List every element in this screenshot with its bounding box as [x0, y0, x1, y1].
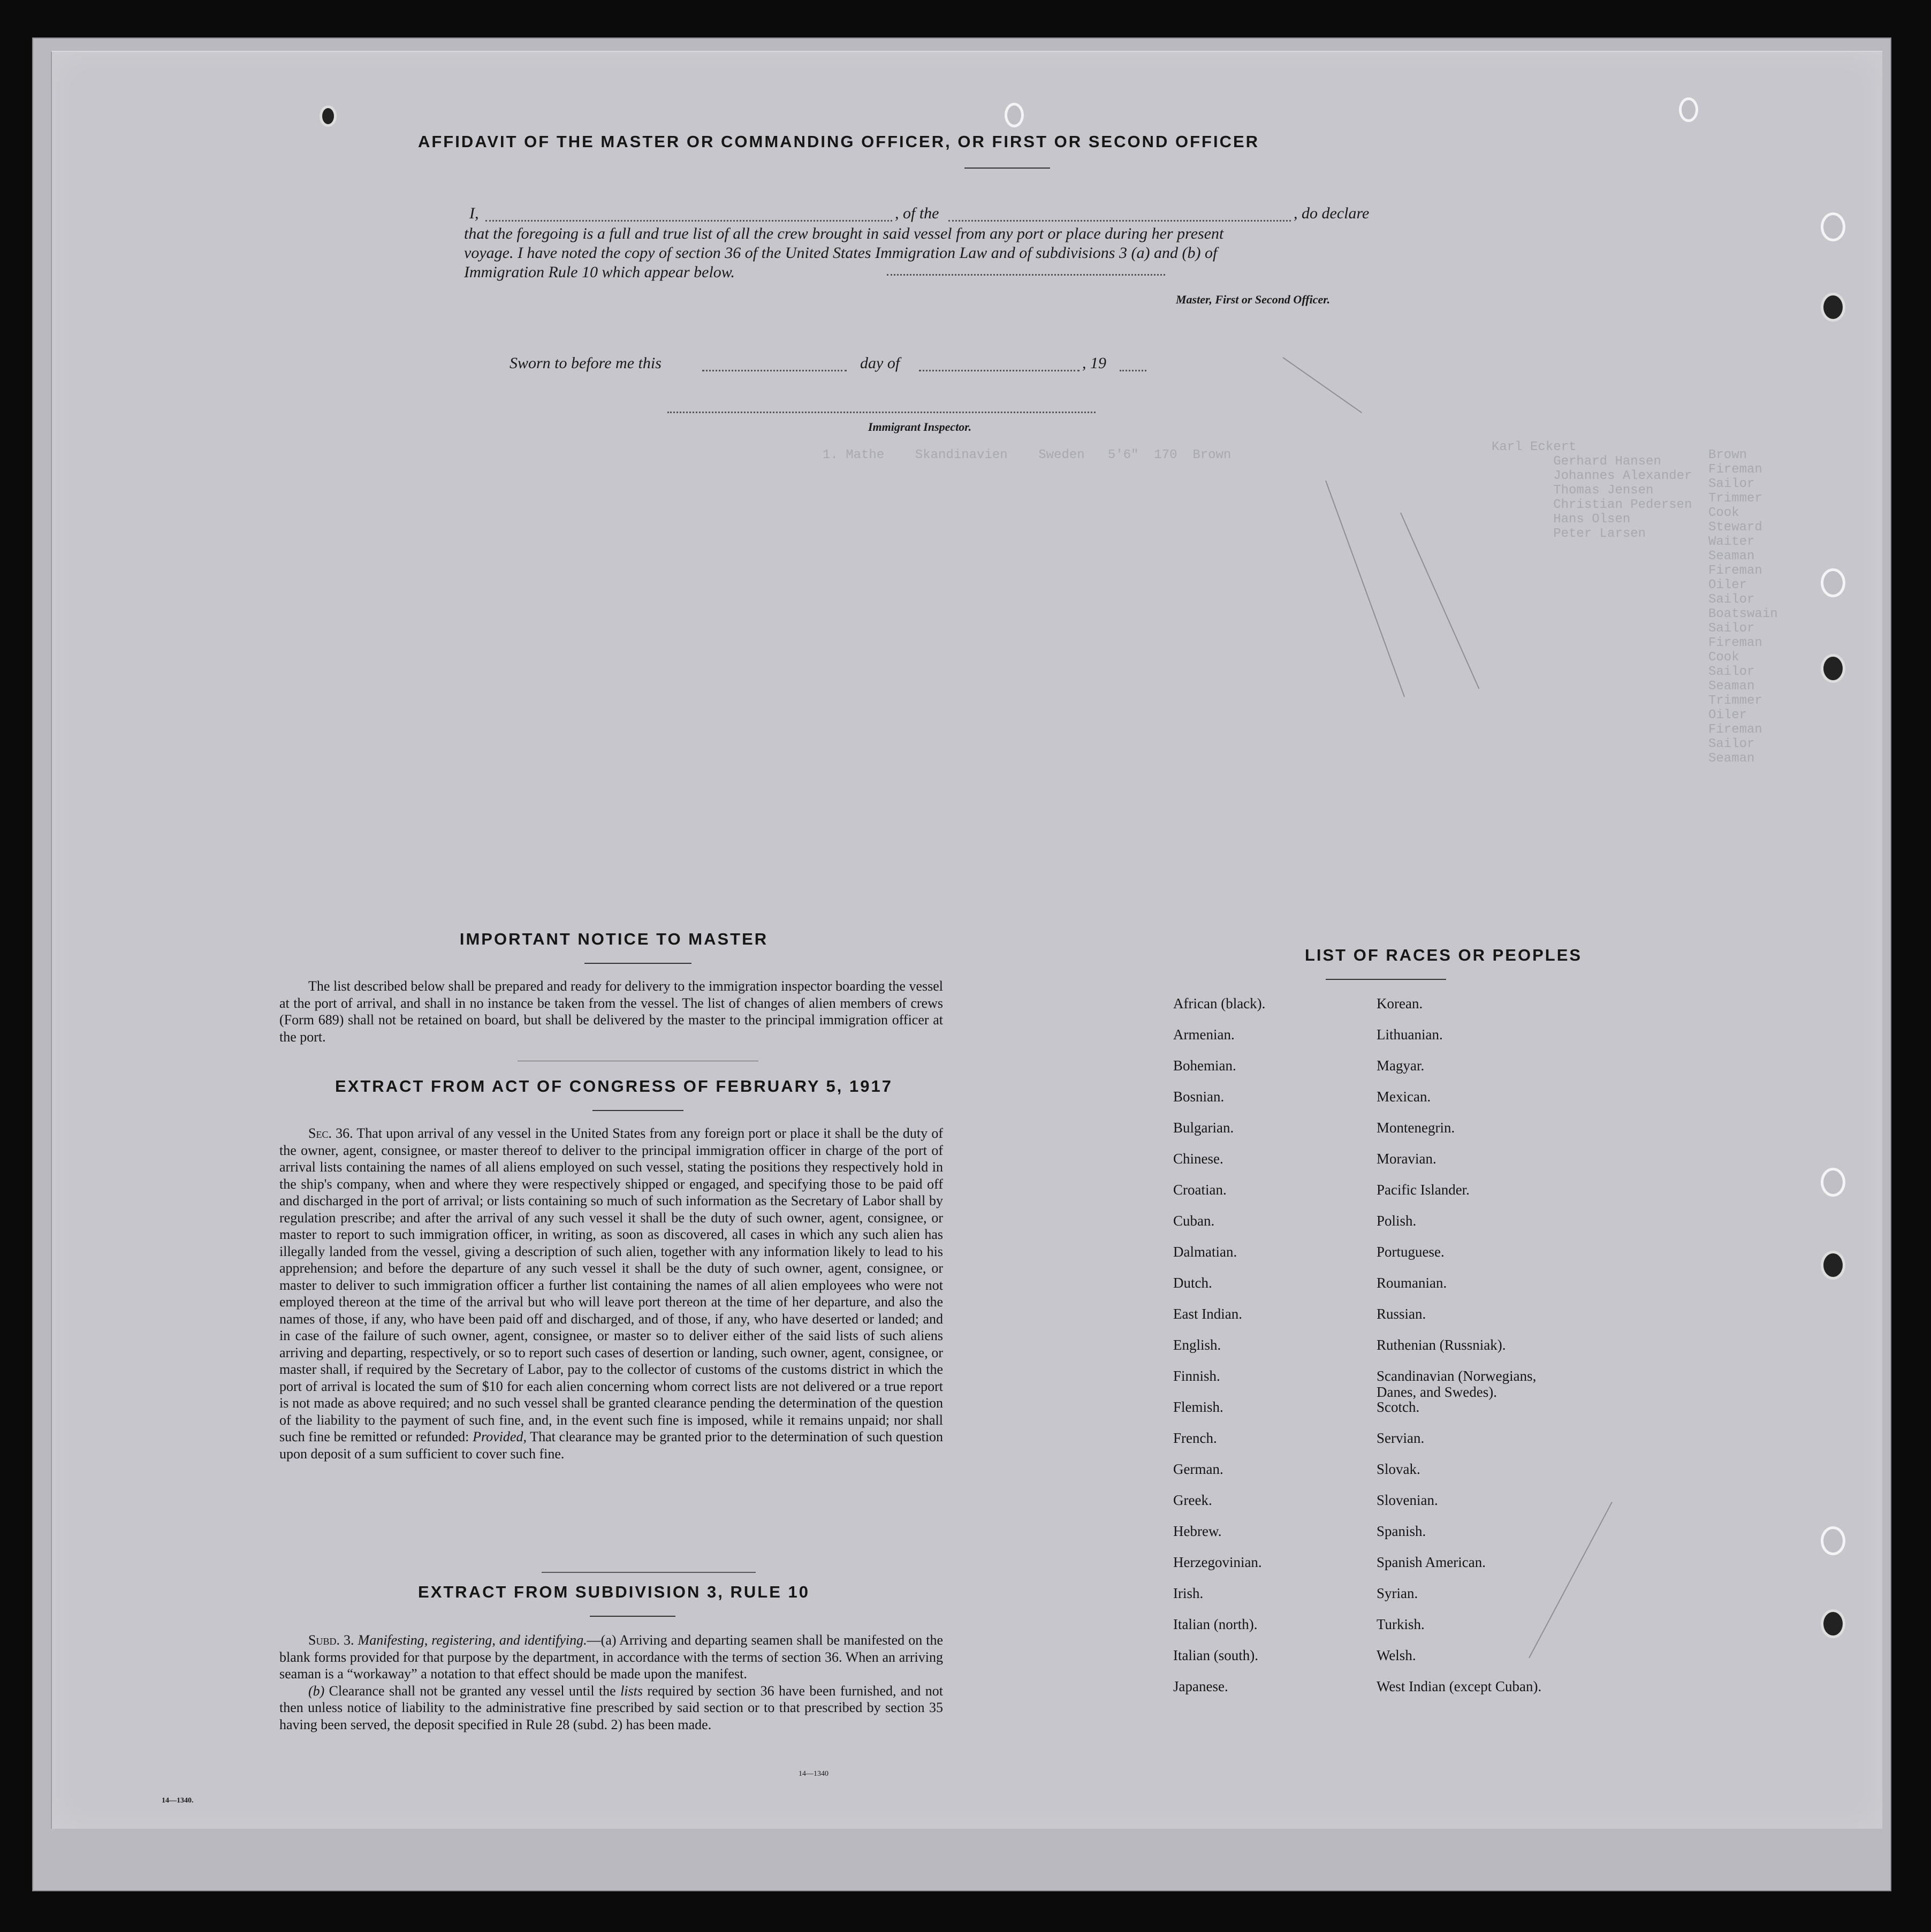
of-the-label: , of the [895, 204, 939, 222]
section-divider [542, 1572, 756, 1573]
para-b-text-end: required by section 36 have been furnished, and not then unless notice of liability to the administrative fine prescribed by said section or to that prescribed by section 35 having been served, the deposit specified in Rule 28 (subd. 2) has been made. [279, 1683, 943, 1732]
race-list-item: Flemish. [1173, 1399, 1223, 1415]
subdivision-heading: Manifesting, registering, and identifying. [358, 1632, 587, 1648]
races-column-2 [1377, 995, 1655, 1709]
race-list-item: Bosnian. [1173, 1089, 1225, 1105]
day-of-label: day of [860, 354, 900, 372]
race-list-item: Scandinavian (Norwegians, Danes, and Swedes). [1377, 1368, 1537, 1400]
vessel-name-field[interactable] [948, 220, 1291, 222]
sworn-line [510, 354, 1259, 376]
section-36-paragraph [279, 1125, 943, 1462]
sworn-month-field[interactable] [919, 370, 1079, 371]
race-list-item: East Indian. [1173, 1306, 1242, 1322]
rule-paragraph-a [279, 1632, 943, 1683]
race-list-item: Dalmatian. [1173, 1244, 1237, 1260]
race-list-item: Irish. [1173, 1585, 1204, 1601]
races-column-1 [1173, 995, 1366, 1709]
year-label: , 19 [1082, 354, 1106, 372]
race-list-item: Italian (south). [1173, 1647, 1258, 1663]
notice-paragraph: The list described below shall be prepared and ready for delivery to the immigration inspector boarding the vessel at the port of arrival, and shall in no instance be taken from the vessel. The list of changes of alien members of crews (Form 689) shall not be retained on board, but shall be delivered by the master to the principal immigration officer at the port. [279, 978, 943, 1045]
race-list-item: Cuban. [1173, 1213, 1215, 1229]
paper-scratch [1282, 357, 1362, 413]
race-list-item: Chinese. [1173, 1151, 1223, 1167]
race-list-item: Greek. [1173, 1492, 1212, 1508]
sworn-year-field[interactable] [1120, 370, 1146, 371]
rule-paragraph-a-text: —(a) Arriving and departing seamen shall be manifested on the blank forms provided for that purpose by the department, in accordance with the terms of section 36. When an arriving seaman is a “workaway” a notation to that effect should be made upon the manifest. [279, 1632, 943, 1682]
race-list-item: Scotch. [1377, 1399, 1420, 1415]
race-list-item: Armenian. [1173, 1026, 1235, 1043]
race-list-item: Servian. [1377, 1430, 1425, 1446]
race-list-item: Japanese. [1173, 1678, 1228, 1694]
race-list-item: Russian. [1377, 1306, 1426, 1322]
race-list-item: Montenegrin. [1377, 1120, 1455, 1136]
corner-form-number: 14—1340. [162, 1797, 194, 1805]
binder-hole [1821, 1168, 1845, 1197]
para-b-label: (b) [308, 1683, 325, 1699]
race-list-item: Roumanian. [1377, 1275, 1447, 1291]
race-list-item: Herzegovinian. [1173, 1554, 1262, 1570]
section-36-text: That upon arrival of any vessel in the United States from any foreign port or place it shall be the duty of the owner, agent, consignee, or master thereof to deliver to the principal immigration officer in charge of the port of arrival lists containing the names of all aliens employed on such vessel, stating the positions they respectively hold in the ship's company, when and where they were respectively shipped or engaged, and specifying those to be paid off and discharged in the port of arrival; or lists containing so much of such information as the Secretary of Labor shall by regulation prescribe; and after the arrival of any such vessel it shall be the duty of such owner, agent, consignee, or master to report to such immigration officer, in writing, as soon as discovered, all cases in which any such alien has illegally landed from the vessel, giving a description of such alien, together with any information likely to lead to his apprehension; and before the departure of any such vessel it shall be the duty of such owner, agent, consignee, or master to deliver to such immigration officer a further list containing the names of all alien employees who were not employed thereon at the time of the arrival but who will leave port thereon at the time of her departure, and also the names of those, if any, who have been paid off and discharged, and of those, if any, who have deserted or landed; and in case of the failure of such owner, agent, consignee, or master so to deliver either of the said lists of such aliens arriving and departing, respectively, or so to report such cases of desertion or landing, such owner, agent, consignee, or master shall, if required by the Secretary of Labor, pay to the collector of customs of the customs district in which the port of arrival is located the sum of $10 for each alien concerning whom correct lists are not delivered or a true report is not made as above required; and no such vessel shall be granted clearance pending the determination of the question of the liability to the payment of such fine, and, in the event such fine is imposed, while it remains unpaid; nor shall such fine be remitted or refunded: [279, 1125, 943, 1444]
officer-signature-field[interactable] [887, 274, 1165, 276]
race-list-item: Portuguese. [1377, 1244, 1445, 1260]
race-list-item: Spanish American. [1377, 1554, 1486, 1570]
race-list-item: English. [1173, 1337, 1221, 1353]
binder-hole [1821, 568, 1845, 597]
race-list-item: West Indian (except Cuban). [1377, 1678, 1542, 1694]
inspector-label: Immigrant Inspector. [868, 420, 972, 433]
binder-hole [1821, 212, 1845, 241]
sworn-day-field[interactable] [702, 370, 847, 371]
bleed-through-text: Brown Fireman Sailor Trimmer Cook Steward Waiter Seaman Fireman Oiler Sailor Boatswain Sailor Fireman Cook Sailor Seaman Trimmer Oiler Fireman Sailor Seaman [1708, 448, 1778, 766]
rule-title-underline [590, 1616, 675, 1617]
rule-extract-title: EXTRACT FROM SUBDIVISION 3, RULE 10 [418, 1583, 810, 1601]
rule-paragraph-b [279, 1683, 943, 1733]
race-list-item: Moravian. [1377, 1151, 1436, 1167]
race-list-item: French. [1173, 1430, 1217, 1446]
race-list-item: Mexican. [1377, 1089, 1431, 1105]
races-title: LIST OF RACES OR PEOPLES [1304, 946, 1583, 964]
races-title-underline [1326, 979, 1446, 980]
binder-hole [320, 105, 337, 127]
binder-hole [1821, 1251, 1845, 1280]
act-title-underline [592, 1110, 683, 1111]
race-list-item: Bohemian. [1173, 1058, 1236, 1074]
affidavit-title: AFFIDAVIT OF THE MASTER OR COMMANDING OFFICER, OR FIRST OR SECOND OFFICER [417, 132, 1260, 151]
race-list-item: Lithuanian. [1377, 1026, 1443, 1043]
declaration-body-line: that the foregoing is a full and true list of all the crew brought in said vessel from any port or place during her present [464, 225, 1224, 242]
race-list-item: Ruthenian (Russniak). [1377, 1337, 1506, 1353]
notice-title-underline [584, 963, 691, 964]
race-list-item: Syrian. [1377, 1585, 1418, 1601]
race-list-item: Croatian. [1173, 1182, 1227, 1198]
declaration-body-line: Immigration Rule 10 which appear below. [464, 263, 735, 281]
race-list-item: Finnish. [1173, 1368, 1220, 1384]
binder-hole [1821, 1526, 1845, 1555]
bleed-through-text: 1. Mathe Skandinavien Sweden 5'6" 170 Brown [823, 448, 1231, 462]
title-underline [964, 168, 1050, 169]
sworn-label: Sworn to before me this [510, 354, 662, 372]
race-list-item: African (black). [1173, 995, 1266, 1011]
race-list-item: Italian (north). [1173, 1616, 1258, 1632]
rule-extract-text [279, 1632, 943, 1733]
declaration-body [464, 224, 1534, 282]
act-extract-title: EXTRACT FROM ACT OF CONGRESS OF FEBRUARY 5, 1917 [335, 1077, 893, 1096]
lists-word: lists [620, 1683, 643, 1699]
binder-hole [1679, 97, 1698, 122]
form-number: 14—1340 [799, 1770, 828, 1778]
race-list-item: German. [1173, 1461, 1223, 1477]
notice-title: IMPORTANT NOTICE TO MASTER [459, 930, 769, 948]
binder-hole [1821, 293, 1845, 322]
binder-hole [1005, 103, 1024, 127]
section-36-text-end: That clearance may be granted prior to the determination of such question upon deposit of a sum sufficient to cover such fine. [279, 1429, 944, 1462]
bleed-through-text: Karl Eckert Gerhard Hansen Johannes Alexander Thomas Jensen Christian Pedersen Hans Olsen Peter Larsen [1492, 440, 1692, 541]
para-b-text: Clearance shall not be granted any vessel until the [324, 1683, 621, 1699]
signature-label: Master, First or Second Officer. [1176, 293, 1331, 306]
race-list-item: Magyar. [1377, 1058, 1425, 1074]
do-declare-label: , do declare [1294, 204, 1370, 222]
race-list-item: Spanish. [1377, 1523, 1426, 1539]
declaration-body-line: voyage. I have noted the copy of section 36 of the United States Immigration Law and of subdivisions 3 (a) and (b) of [464, 244, 1218, 262]
provided-label: Provided, [473, 1429, 527, 1444]
section-label: Sec. 36. [308, 1125, 353, 1141]
binder-hole [1821, 654, 1845, 683]
race-list-item: Pacific Islander. [1377, 1182, 1470, 1198]
race-list-item: Turkish. [1377, 1616, 1425, 1632]
act-extract-text [279, 1125, 943, 1462]
officer-name-field[interactable] [485, 220, 892, 222]
paper-scratch [1325, 481, 1405, 697]
race-list-item: Slovenian. [1377, 1492, 1438, 1508]
race-list-item: Korean. [1377, 995, 1423, 1011]
i-label: I, [469, 204, 479, 222]
document-page [51, 51, 1882, 1829]
race-list-item: Bulgarian. [1173, 1120, 1234, 1136]
declaration-line [469, 204, 1529, 226]
inspector-signature-field[interactable] [667, 412, 1096, 413]
race-list-item: Dutch. [1173, 1275, 1212, 1291]
race-list-item: Slovak. [1377, 1461, 1420, 1477]
notice-text [279, 978, 943, 1045]
race-list-item: Polish. [1377, 1213, 1417, 1229]
race-list-item: Hebrew. [1173, 1523, 1222, 1539]
subdivision-label: Subd. 3. [308, 1632, 354, 1648]
binder-hole [1821, 1609, 1845, 1638]
paper-scratch [1400, 513, 1479, 689]
race-list-item: Welsh. [1377, 1647, 1416, 1663]
